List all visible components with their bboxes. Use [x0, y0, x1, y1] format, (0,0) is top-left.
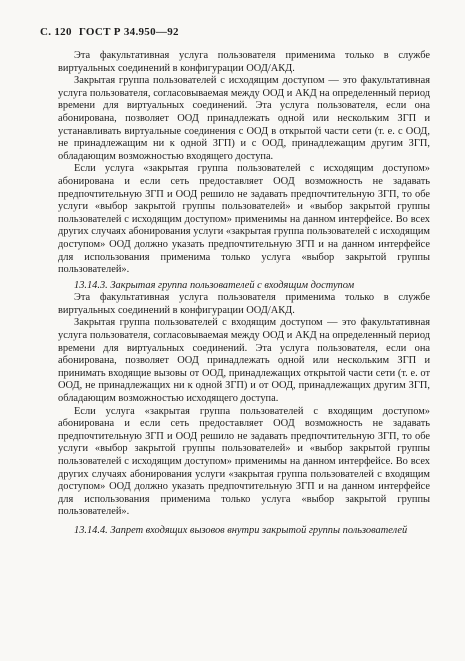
paragraph-outgoing-subscription: Если услуга «закрытая группа пользователей с исходящим доступом» абонирована и если сеть предоставляет ООД возможность не задавать предпочтительную ЗГП и ООД решило не задавать предпочтительную ЗГП, то обе услуги «выбор закрытой группы пользователей» и «выбор закрытой группы пользователей с исходящим доступом» применимы на данном интерфейсе. Во всех других случаях абонирования услуги «закрытая группа пользователей с исходящим доступом» ООД должно указать предпочтительную ЗГП и на данном интерфейсе для использования применима только услуга «выбор закрытой группы пользователей».: [58, 163, 430, 276]
standard-designation: ГОСТ Р 34.950—92: [78, 26, 179, 38]
paragraph-incoming-subscription: Если услуга «закрытая группа пользователей с входящим доступом» абонирована и если сеть предоставляет ООД возможность не задавать предпочтительную ЗГП и ООД решило не задавать предпочтительную ЗГП, то обе услуги «выбор закрытой группы пользователей» и «выбор закрытой группы пользователей с исходящим доступом» применимы на данном интерфейсе. Во всех других случаях абонирования услуги «закрытая группа пользователей с входящим доступом» ООД должно указать предпочтительную ЗГП и на данном интерфейсе для использования применима только услуга «выбор закрытой группы пользователей».: [58, 405, 430, 518]
paragraph-outgoing-definition: Закрытая группа пользователей с исходящим доступом — это факультативная услуга пользователя, согласовываемая между ООД и АКД на определенный период времени для виртуальных соединений. Эта услуга пользователя, если она абонирована, позволяет ООД принадлежать одной или нескольким ЗГП и устанавливать виртуальные соединения с ООД в открытой части сети (т. е. с ООД, не принадлежащим ни к одной ЗГП) и с ООД, принадлежащим другим ЗГП, обладающим возможностью входящего доступа.: [58, 75, 430, 162]
paragraph-incoming-definition: Закрытая группа пользователей с входящим доступом — это факультативная услуга пользователя, согласовываемая между ООД и АКД на определенный период времени для виртуальных соединений. Эта услуга пользователя, если она абонирована, позволяет ООД принадлежать одной или нескольким ЗГП и принимать входящие вызовы от ООД, принадлежащих открытой части сети (т. е. от ООД, не принадлежащих ни к одной ЗГП) и от ООД, принадлежащих другим ЗГП, обладающим возможностью исходящего доступа.: [58, 317, 430, 405]
page-number: 120: [54, 26, 72, 38]
page-prefix: С.: [40, 26, 52, 38]
paragraph-scope-incoming: Эта факультативная услуга пользователя применима только в службе виртуальных соединений в конфигурации ООД/АКД.: [58, 292, 430, 316]
section-heading-13-14-4: 13.14.4. Запрет входящих вызовов внутри закрытой группы пользователей: [74, 524, 408, 536]
page-header: [40, 26, 179, 38]
section-heading-13-14-3: 13.14.3. Закрытая группа пользователей с входящим доступом: [74, 279, 355, 291]
paragraph-scope-outgoing: Эта факультативная услуга пользователя применима только в службе виртуальных соединений в конфигурации ООД/АКД.: [58, 50, 430, 74]
document-body: [58, 50, 430, 538]
